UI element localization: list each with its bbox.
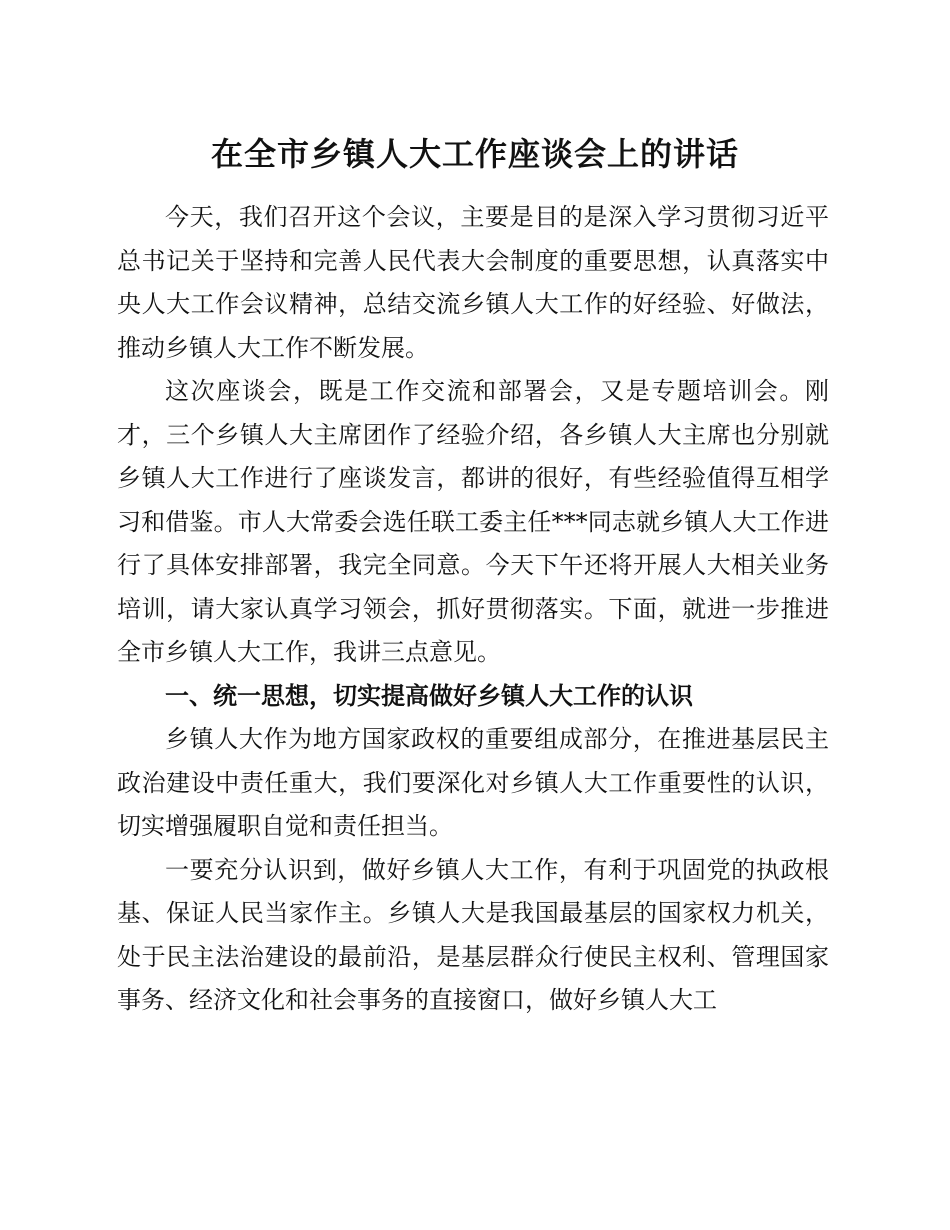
paragraph-point-one: 一要充分认识到，做好乡镇人大工作，有利于巩固党的执政根基、保证人民当家作主。乡镇人大是我国最基层的国家权力机关，处于民主法治建设的最前沿，是基层群众行使民主权利、管理国家事务、经济文化和社会事务的直接窗口，做好乡镇人大工	[117, 855, 829, 1014]
paragraph-section-intro: 乡镇人大作为地方国家政权的重要组成部分，在推进基层民主政治建设中责任重大，我们要深化对乡镇人大工作重要性的认识，切实增强履职自觉和责任担当。	[117, 725, 829, 840]
document-body	[117, 196, 829, 1023]
section-heading-one: 一、统一思想，切实提高做好乡镇人大工作的认识	[165, 681, 693, 710]
paragraph-opening: 今天，我们召开这个会议，主要是目的是深入学习贯彻习近平总书记关于坚持和完善人民代表大会制度的重要思想，认真落实中央人大工作会议精神，总结交流乡镇人大工作的好经验、好做法，推动乡镇人大工作不断发展。	[117, 203, 829, 362]
document-title: 在全市乡镇人大工作座谈会上的讲话	[210, 135, 739, 173]
paragraph-meeting-summary: 这次座谈会，既是工作交流和部署会，又是专题培训会。刚才，三个乡镇人大主席团作了经验介绍，各乡镇人大主席也分别就乡镇人大工作进行了座谈发言，都讲的很好，有些经验值得互相学习和借鉴。市人大常委会选任联工委主任***同志就乡镇人大工作进行了具体安排部署，我完全同意。今天下午还将开展人大相关业务培训，请大家认真学习领会，抓好贯彻落实。下面，就进一步推进全市乡镇人大工作，我讲三点意见。	[117, 377, 829, 666]
